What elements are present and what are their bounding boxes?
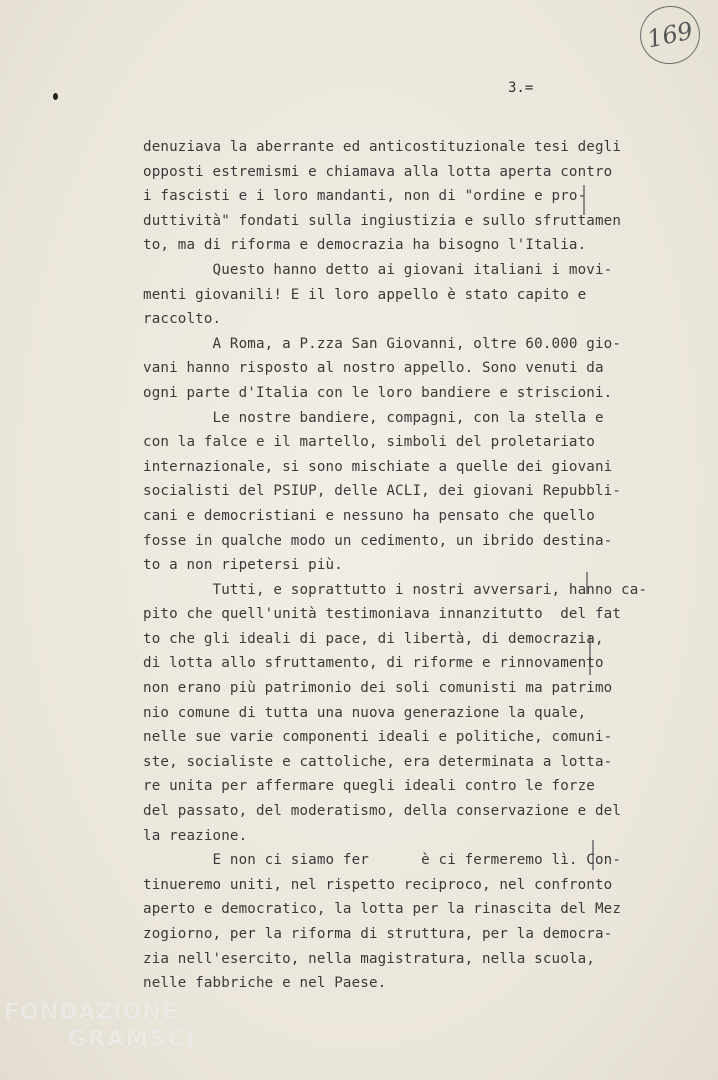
text-line: nio comune di tutta una nuova generazione la quale,	[143, 704, 587, 721]
text-line: non erano più patrimonio dei soli comunisti ma patrimo	[143, 680, 613, 697]
typed-body-text	[143, 135, 648, 996]
text-line: tinueremo uniti, nel rispetto reciproco, nel confronto	[143, 876, 613, 893]
text-line: del passato, del moderatismo, della conservazione e del	[143, 803, 622, 820]
text-line: zia nell'esercito, nella magistratura, nella scuola,	[143, 950, 595, 967]
text-line: vani hanno risposto al nostro appello. Sono venuti da	[143, 360, 604, 377]
text-line: opposti estremismi e chiamava alla lotta aperta contro	[143, 163, 613, 180]
text-line: re unita per affermare quegli ideali contro le forze	[143, 778, 595, 795]
text-line: denuziava la aberrante ed anticostituzionale tesi degli	[143, 139, 622, 155]
text-line: to che gli ideali di pace, di libertà, di democrazia,	[143, 630, 604, 647]
text-line: to, ma di riforma e democrazia ha bisogno l'Italia.	[143, 237, 587, 254]
text-line: la reazione.	[143, 827, 248, 844]
watermark-line-1: FONDAZIONE	[4, 1000, 178, 1025]
text-line: Tutti, e soprattutto i nostri avversari, hanno ca-	[143, 581, 648, 598]
text-line: to a non ripetersi più.	[143, 557, 343, 574]
text-line: pito che quell'unità testimoniava innanzitutto del fat	[143, 606, 622, 623]
text-line: raccolto.	[143, 311, 222, 328]
ink-dot	[53, 93, 58, 100]
text-line: menti giovanili! E il loro appello è stato capito e	[143, 286, 587, 303]
watermark-line-2: GRAMSCI	[68, 1027, 197, 1052]
text-line: internazionale, si sono mischiate a quelle dei giovani	[143, 458, 613, 475]
fondazione-gramsci-watermark	[4, 1000, 197, 1052]
text-line: Questo hanno detto ai giovani italiani i movi-	[143, 261, 613, 278]
text-line: fosse in qualche modo un cedimento, un ibrido destina-	[143, 532, 613, 549]
text-line: nelle sue varie componenti ideali e politiche, comuni-	[143, 729, 613, 746]
text-line: ste, socialiste e cattoliche, era determinata a lotta-	[143, 753, 613, 770]
text-line: i fascisti e i loro mandanti, non di "ordine e pro-	[143, 188, 587, 205]
text-line: socialisti del PSIUP, delle ACLI, dei giovani Repubbli-	[143, 483, 622, 500]
text-line: con la falce e il martello, simboli del proletariato	[143, 434, 595, 451]
text-line: cani e democristiani e nessuno ha pensato che quello	[143, 507, 595, 524]
archive-stamp-number: 169	[635, 0, 706, 69]
text-line: zogiorno, per la riforma di struttura, per la democra-	[143, 926, 613, 942]
text-line: ogni parte d'Italia con le loro bandiere e striscioni.	[143, 384, 613, 401]
text-line: nelle fabbriche e nel Paese.	[143, 975, 387, 992]
text-line: A Roma, a P.zza San Giovanni, oltre 60.000 gio-	[143, 335, 622, 352]
text-line: Le nostre bandiere, compagni, con la stella e	[143, 409, 604, 426]
page-number: 3.=	[508, 80, 534, 96]
text-line: E non ci siamo fer è ci fermeremo lì. Con-	[143, 852, 622, 869]
text-line: di lotta allo sfruttamento, di riforme e rinnovamento	[143, 655, 604, 672]
text-line: duttività" fondati sulla ingiustizia e sullo sfruttamen	[143, 212, 622, 229]
text-line: aperto e democratico, la lotta per la rinascita del Mez	[143, 901, 622, 918]
